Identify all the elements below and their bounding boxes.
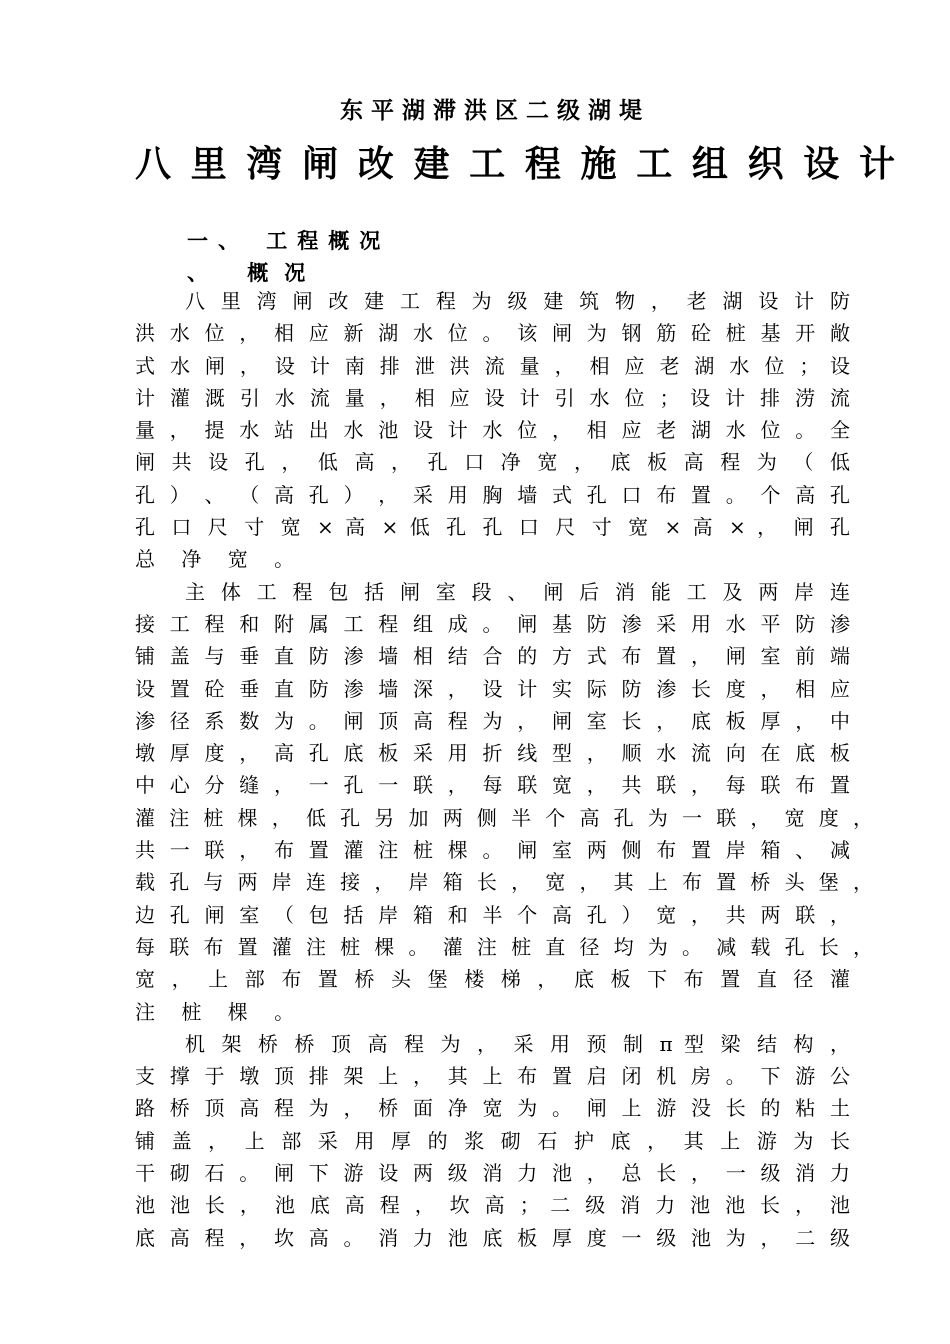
text-line: 每 联 布 置 灌 注 桩 棵 。 灌 注 桩 直 径 均 为 。 减 载 孔 长 ， <box>135 934 873 959</box>
text-line: 机 架 桥 桥 顶 高 程 为 ， 采 用 预 制 π 型 梁 结 构 ， <box>185 1031 850 1056</box>
text-line: 计 灌 溉 引 水 流 量 ， 相 应 设 计 引 水 位 ； 设 计 排 涝 流 <box>135 385 850 410</box>
text-line: 底 高 程 ， 坎 高 。 消 力 池 底 板 厚 度 一 级 池 为 ， 二 级 <box>135 1225 850 1250</box>
text-line: 孔 口 尺 寸 宽 × 高 × 低 孔 孔 口 尺 寸 宽 × 高 × ， 闸 孔 <box>135 515 850 540</box>
document-subtitle: 东平湖滞洪区二级湖堤 <box>340 97 650 124</box>
body-text <box>135 285 873 1254</box>
text-line: 接 工 程 和 附 属 工 程 组 成 。 闸 基 防 渗 采 用 水 平 防 渗 <box>135 611 850 636</box>
text-line: 共 一 联 ， 布 置 灌 注 桩 棵 。 闸 室 两 侧 布 置 岸 箱 、 减 <box>135 838 850 863</box>
text-line: 八 里 湾 闸 改 建 工 程 为 级 建 筑 物 ， 老 湖 设 计 防 <box>185 289 850 313</box>
subsection-heading: 、 概况 <box>187 261 322 285</box>
text-line: 主 体 工 程 包 括 闸 室 段 、 闸 后 消 能 工 及 两 岸 连 <box>185 579 850 604</box>
text-line: 池 池 长 ， 池 底 高 程 ， 坎 高 ； 二 级 消 力 池 池 长 ， 池 <box>135 1193 850 1218</box>
text-line: 中 心 分 缝 ， 一 孔 一 联 ， 每 联 宽 ， 共 联 ， 每 联 布 置 <box>135 773 850 798</box>
text-line: 总 净 宽 。 <box>135 547 305 572</box>
text-line: 干 砌 石 。 闸 下 游 设 两 级 消 力 池 ， 总 长 ， 一 级 消 力 <box>135 1161 850 1186</box>
text-line: 灌 注 桩 棵 ， 低 孔 另 加 两 侧 半 个 高 孔 为 一 联 ， 宽 度 ， <box>135 805 873 830</box>
text-line: 边 孔 闸 室 （ 包 括 岸 箱 和 半 个 高 孔 ） 宽 ， 共 两 联 ， <box>135 902 850 927</box>
text-line: 洪 水 位 ， 相 应 新 湖 水 位 。 该 闸 为 钢 筋 砼 桩 基 开 敞 <box>135 321 850 346</box>
text-line: 支 撑 于 墩 顶 排 架 上 ， 其 上 布 置 启 闭 机 房 。 下 游 公 <box>135 1064 850 1089</box>
text-line: 铺 盖 ， 上 部 采 用 厚 的 浆 砌 石 护 底 ， 其 上 游 为 长 <box>135 1128 850 1153</box>
text-line: 宽 ， 上 部 布 置 桥 头 堡 楼 梯 ， 底 板 下 布 置 直 径 灌 <box>135 967 850 992</box>
text-line: 渗 径 系 数 为 。 闸 顶 高 程 为 ， 闸 室 长 ， 底 板 厚 ， 中 <box>135 708 850 733</box>
text-line: 载 孔 与 两 岸 连 接 ， 岸 箱 长 ， 宽 ， 其 上 布 置 桥 头 堡 ， <box>135 870 873 895</box>
text-line: 量 ， 提 水 站 出 水 池 设 计 水 位 ， 相 应 老 湖 水 位 。 全 <box>135 418 850 443</box>
document-title: 八 里 湾 闸 改 建 工 程 施 工 组 织 设 计 <box>135 143 895 185</box>
text-line: 闸 共 设 孔 ， 低 高 ， 孔 口 净 宽 ， 底 板 高 程 为 （ 低 <box>135 450 850 475</box>
text-line: 设 置 砼 垂 直 防 渗 墙 深 ， 设 计 实 际 防 渗 长 度 ， 相 应 <box>135 676 850 701</box>
text-line: 式 水 闸 ， 设 计 南 排 泄 洪 流 量 ， 相 应 老 湖 水 位 ； 设 <box>135 353 850 378</box>
text-line: 铺 盖 与 垂 直 防 渗 墙 相 结 合 的 方 式 布 置 ， 闸 室 前 端 <box>135 644 850 669</box>
text-line: 孔 ） 、 （ 高 孔 ） ， 采 用 胸 墙 式 孔 口 布 置 。 个 高 孔 <box>135 482 850 507</box>
text-line: 路 桥 顶 高 程 为 ， 桥 面 净 宽 为 。 闸 上 游 没 长 的 粘 土 <box>135 1096 850 1121</box>
section-heading: 一、 工程概况 <box>187 229 391 253</box>
text-line: 注 桩 棵 。 <box>135 999 305 1024</box>
text-line: 墩 厚 度 ， 高 孔 底 板 采 用 折 线 型 ， 顺 水 流 向 在 底 板 <box>135 741 850 766</box>
